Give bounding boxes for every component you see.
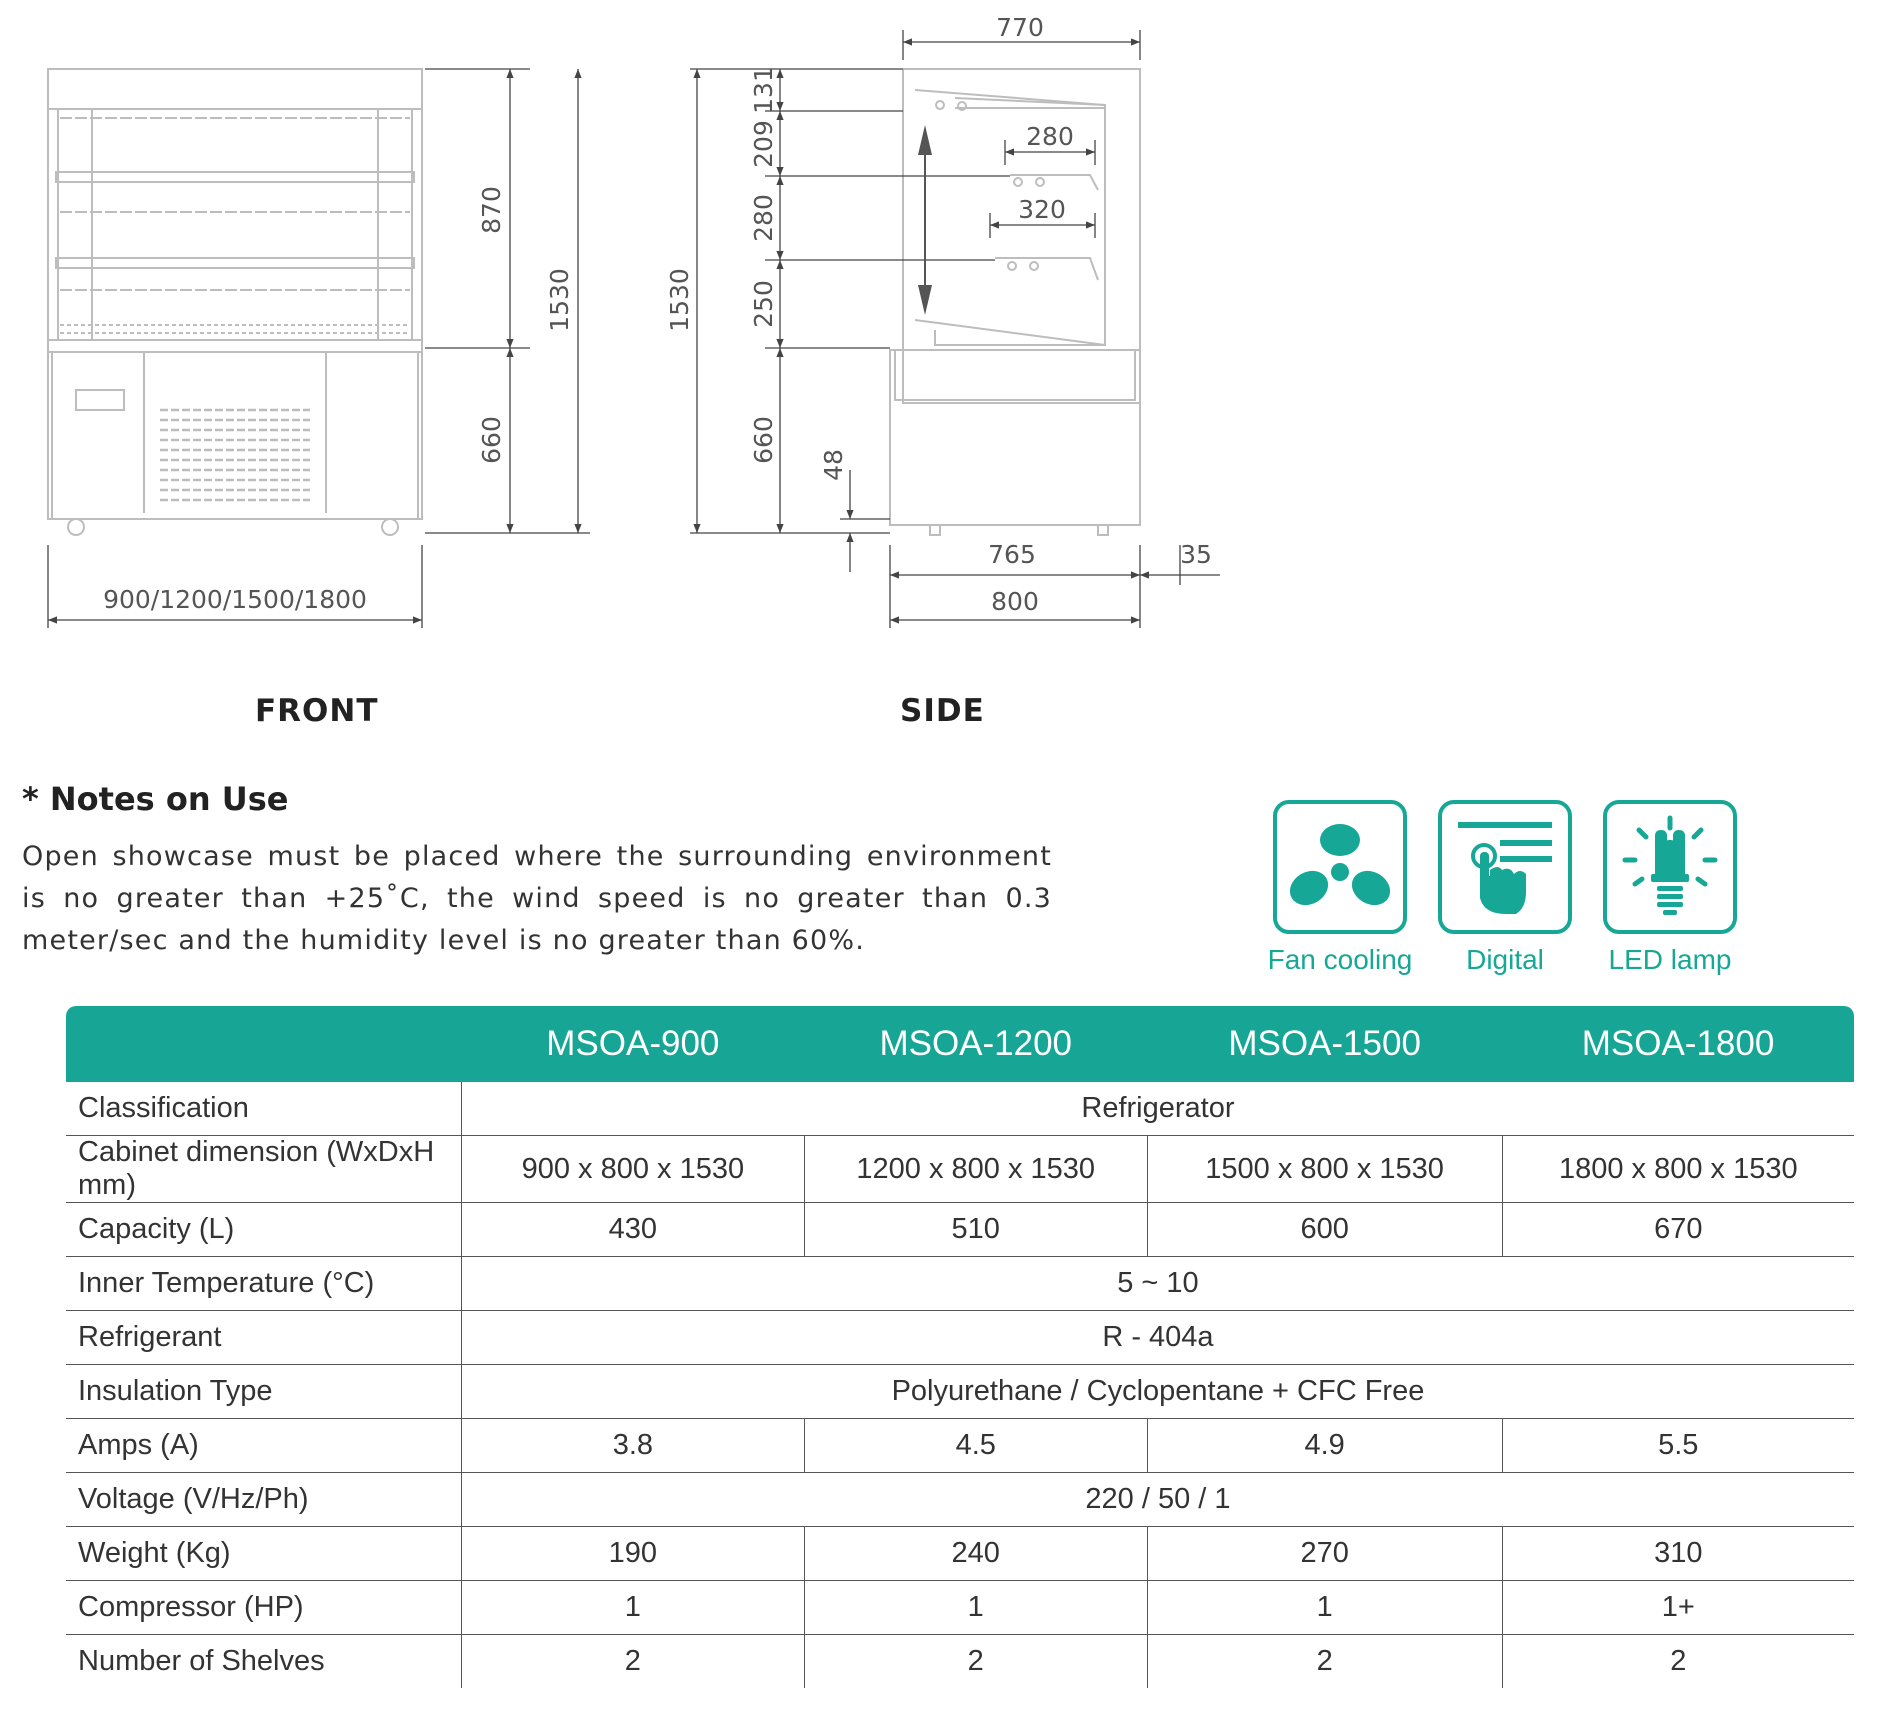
model-header: MSOA-1200: [804, 1006, 1147, 1082]
table-row: [66, 1635, 1854, 1689]
side-leg-48: 48: [819, 449, 848, 481]
table-row: [66, 1203, 1854, 1257]
cell-value: 240: [804, 1527, 1147, 1581]
table-row: [66, 1473, 1854, 1527]
front-height-lower: 660: [477, 416, 506, 464]
cell-value: 190: [461, 1527, 804, 1581]
cell-value: 2: [624, 1645, 641, 1677]
cell-value: 3.8: [461, 1419, 804, 1473]
table-row: [66, 1311, 1854, 1365]
cell-value: 2: [1502, 1635, 1854, 1689]
side-shelf-280: 280: [1026, 122, 1074, 151]
cell-value: 4.5: [804, 1419, 1147, 1473]
cell-value: 270: [1147, 1527, 1502, 1581]
side-offset-35: 35: [1180, 540, 1212, 569]
side-base-800: 800: [991, 587, 1039, 616]
header-corner: [66, 1006, 461, 1082]
bulb-icon: [1603, 800, 1737, 934]
row-label: Refrigerant: [66, 1311, 461, 1365]
row-span-value: R - 404a: [461, 1311, 1854, 1365]
cell-value: 900 x 800 x 1530: [461, 1136, 804, 1203]
cell-value: 670: [1502, 1203, 1854, 1257]
cell-value: 1800 x 800 x 1530: [1502, 1136, 1854, 1203]
model-header: MSOA-1500: [1147, 1006, 1502, 1082]
row-span-value: 220 / 50 / 1: [461, 1473, 1854, 1527]
front-view-cabinet: [48, 69, 422, 535]
cell-value: 1+: [1502, 1581, 1854, 1635]
row-span-value: Refrigerator: [461, 1082, 1854, 1136]
cell-value: 430: [461, 1203, 804, 1257]
feature-led-lamp: [1595, 800, 1745, 976]
touch-icon: [1438, 800, 1572, 934]
row-label: Number of Shelves: [66, 1635, 461, 1689]
model-header: MSOA-900: [461, 1006, 804, 1082]
table-row: [66, 1082, 1854, 1136]
side-view-depth-arrow: [918, 125, 932, 315]
feature-label: LED lamp: [1608, 944, 1732, 975]
table-row: [66, 1365, 1854, 1419]
cell-value: 1: [804, 1581, 1147, 1635]
row-span-value: Polyurethane / Cyclopentane + CFC Free: [461, 1365, 1854, 1419]
side-seg-280: 280: [749, 194, 778, 242]
spec-table: [66, 1006, 1854, 1688]
row-label: Insulation Type: [66, 1365, 461, 1419]
table-row: [66, 1136, 1854, 1203]
side-seg-131: 131: [749, 66, 778, 114]
side-seg-209: 209: [749, 120, 778, 168]
side-top-width: 770: [996, 13, 1044, 42]
table-row: [66, 1527, 1854, 1581]
row-span-value: 5 ~ 10: [461, 1257, 1854, 1311]
front-width-label: 900/1200/1500/1800: [103, 585, 367, 614]
row-label: Capacity (L): [66, 1203, 461, 1257]
side-base-765: 765: [988, 540, 1036, 569]
table-row: [66, 1581, 1854, 1635]
cell-value: 1500 x 800 x 1530: [1147, 1136, 1502, 1203]
side-shelf-320: 320: [1018, 195, 1066, 224]
cell-value: 1: [461, 1581, 804, 1635]
model-header: MSOA-1800: [1502, 1006, 1854, 1082]
feature-label: Digital: [1466, 944, 1544, 975]
front-view-label: FRONT: [255, 693, 379, 729]
table-row: [66, 1419, 1854, 1473]
side-view-label: SIDE: [900, 693, 985, 729]
cell-value: 2: [804, 1635, 1147, 1689]
feature-label: Fan cooling: [1267, 944, 1413, 975]
side-seg-250: 250: [749, 280, 778, 328]
cell-value: 2: [1147, 1635, 1502, 1689]
row-label: Inner Temperature (°C): [66, 1257, 461, 1311]
front-height-upper: 870: [477, 186, 506, 234]
row-label: Compressor (HP): [66, 1581, 461, 1635]
feature-fan-cooling: [1265, 800, 1415, 976]
side-seg-660: 660: [749, 416, 778, 464]
notes-title: * Notes on Use: [22, 780, 289, 818]
front-height-total: 1530: [545, 268, 574, 332]
technical-drawings: [0, 0, 1884, 760]
cell-value: 510: [804, 1203, 1147, 1257]
row-label: Voltage (V/Hz/Ph): [66, 1473, 461, 1527]
row-label: Amps (A): [66, 1419, 461, 1473]
row-label: Cabinet dimension (WxDxH mm): [66, 1136, 461, 1203]
fan-icon: [1273, 800, 1407, 934]
cell-value: 310: [1502, 1527, 1854, 1581]
table-header-row: [66, 1006, 1854, 1082]
front-view-dimensions: [48, 69, 590, 628]
cell-value: 5.5: [1502, 1419, 1854, 1473]
cell-value: 4.9: [1147, 1419, 1502, 1473]
cell-value: 1200 x 800 x 1530: [804, 1136, 1147, 1203]
row-label: Classification: [66, 1082, 461, 1136]
cell-value: 1: [1147, 1581, 1502, 1635]
side-height-total: 1530: [665, 268, 694, 332]
row-label: Weight (Kg): [66, 1527, 461, 1581]
notes-body: Open showcase must be placed where the surrounding environment is no greater than +25˚C, the wind speed is no greater than 0.3 meter/sec and the humidity level is no greater than 60%.: [22, 841, 1052, 956]
table-row: [66, 1257, 1854, 1311]
cell-value: 600: [1147, 1203, 1502, 1257]
feature-digital: [1430, 800, 1580, 976]
